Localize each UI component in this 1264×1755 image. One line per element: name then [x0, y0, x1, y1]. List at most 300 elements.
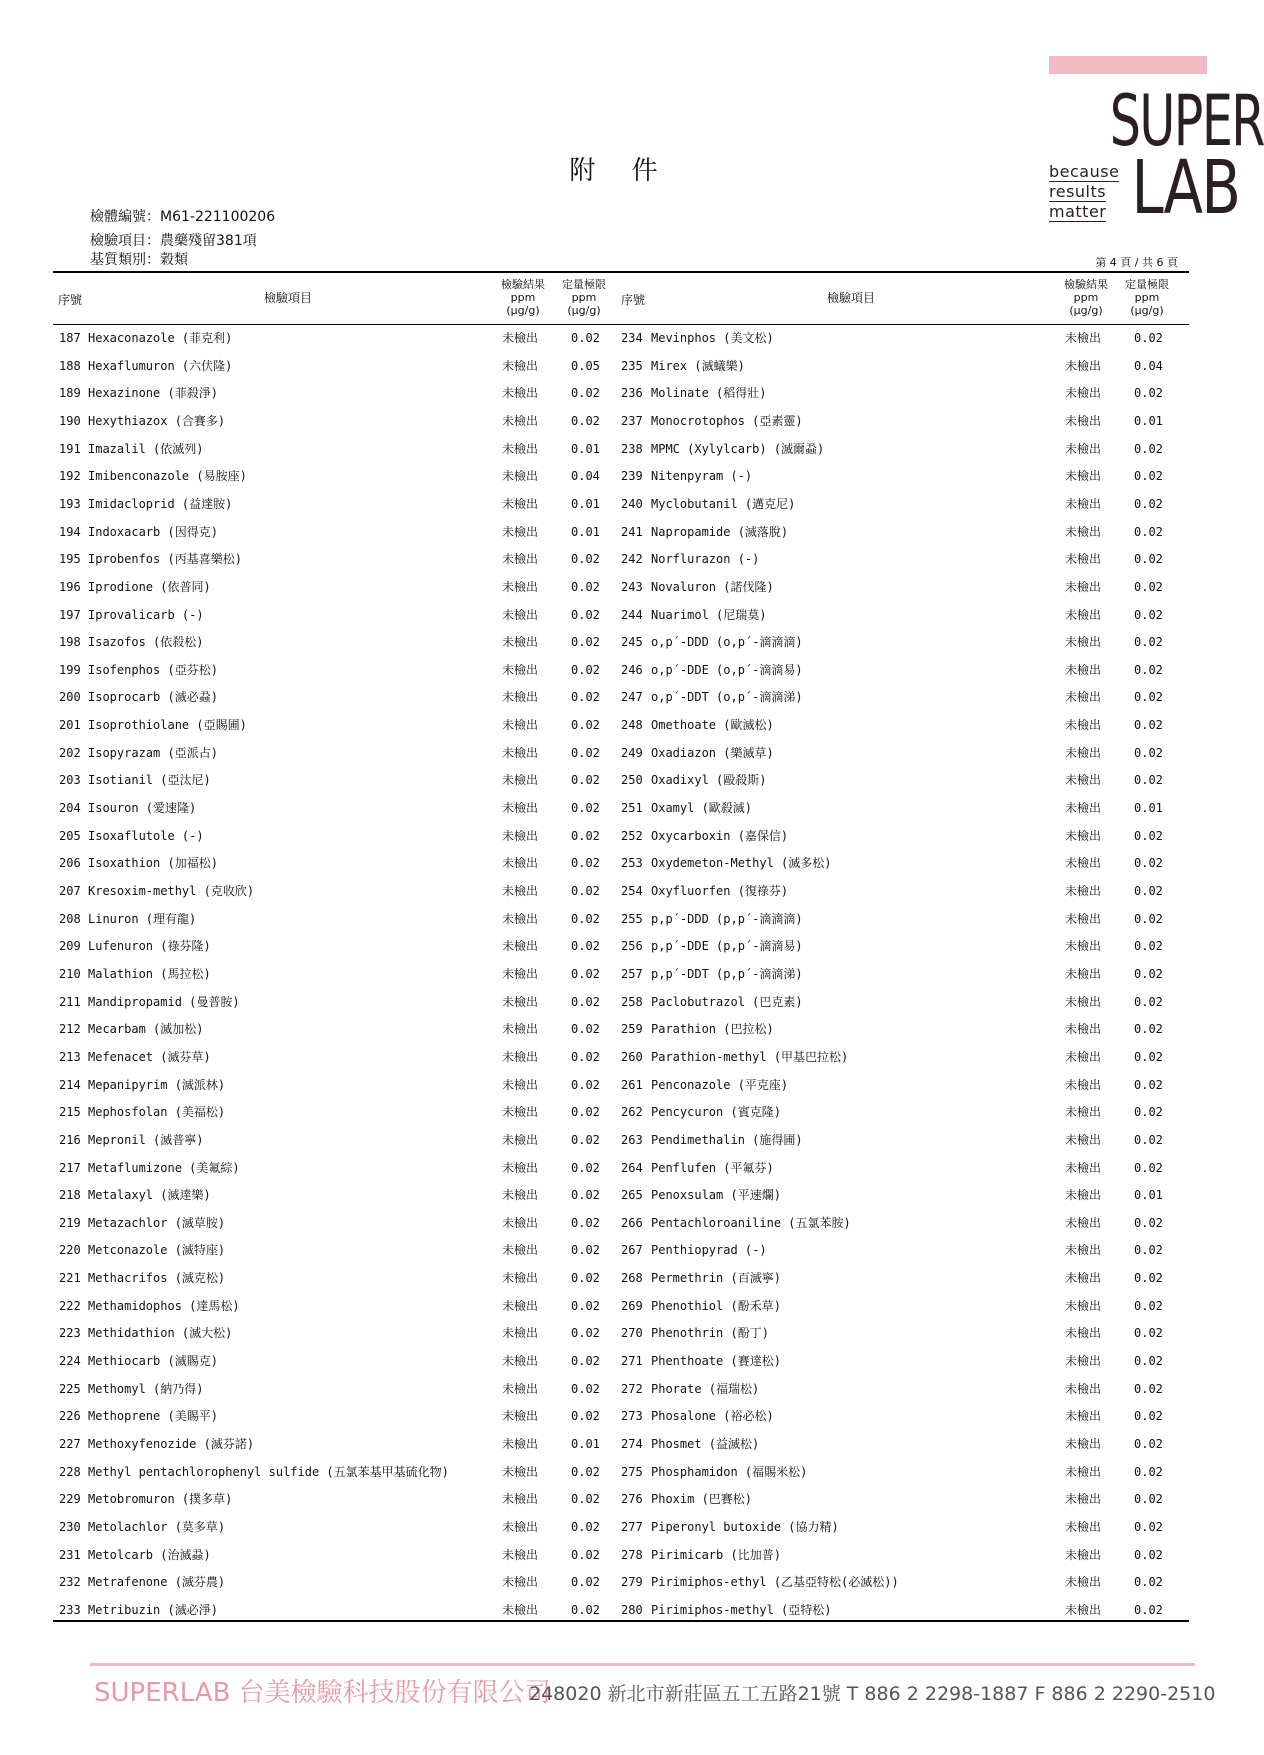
row-result: 未檢出 [502, 911, 539, 926]
row-result: 未檢出 [502, 884, 539, 898]
row-number: 263 [621, 1132, 643, 1147]
row-analyte: Isotianil (亞汰尼) [88, 773, 211, 788]
footer-company: SUPERLAB 台美檢驗科技股份有限公司 [94, 1678, 551, 1708]
row-loq: 0.02 [1134, 856, 1163, 871]
row-analyte: Methomyl (納乃得) [88, 1381, 204, 1396]
table-row [0, 1402, 1241, 1430]
row-analyte: Linuron (理有龍) [88, 911, 197, 926]
row-analyte: Imibenconazole (易胺座) [88, 469, 247, 484]
row-number: 188 [59, 358, 81, 373]
row-analyte: Pencycuron (賓克隆) [651, 1105, 781, 1120]
row-result: 未檢出 [502, 552, 539, 567]
row-loq: 0.02 [1134, 524, 1163, 539]
row-analyte: Mandipropamid (曼普胺) [88, 994, 240, 1009]
row-loq: 0.02 [1134, 745, 1163, 760]
row-loq: 0.02 [1134, 662, 1163, 677]
row-number: 266 [621, 1215, 643, 1230]
row-result: 未檢出 [502, 1049, 539, 1064]
row-analyte: Iprobenfos (丙基喜樂松) [88, 552, 242, 567]
row-number: 240 [621, 496, 643, 511]
row-loq: 0.02 [1134, 1464, 1163, 1479]
row-loq: 0.02 [1134, 635, 1163, 650]
row-analyte: Methidathion (滅大松) [88, 1326, 233, 1341]
row-number: 221 [59, 1271, 81, 1286]
row-loq: 0.02 [1134, 966, 1163, 981]
row-result: 未檢出 [1065, 496, 1102, 511]
row-analyte: Oxyfluorfen (復祿芬) [651, 884, 789, 898]
row-analyte: Pirimiphos-methyl (亞特松) [651, 1602, 832, 1617]
row-result: 未檢出 [1065, 1547, 1102, 1562]
row-result: 未檢出 [1065, 745, 1102, 760]
sample-number: 檢體編號：M61-221100206 [90, 209, 276, 225]
row-analyte: Metalaxyl (滅達樂) [88, 1188, 211, 1203]
row-loq: 0.02 [571, 939, 600, 954]
table-row [0, 1541, 1241, 1569]
row-analyte: Phenthoate (賽達松) [651, 1354, 781, 1369]
row-loq: 0.02 [1134, 1298, 1163, 1313]
row-loq: 0.02 [571, 718, 600, 733]
row-analyte: Napropamide (滅落脫) [651, 524, 789, 539]
row-number: 205 [59, 828, 81, 843]
row-analyte: Penconazole (平克座) [651, 1077, 789, 1092]
row-number: 214 [59, 1077, 81, 1092]
table-top-rule [53, 271, 1189, 273]
table-row [0, 766, 1241, 794]
row-result: 未檢出 [1065, 1243, 1102, 1258]
row-loq: 0.02 [571, 994, 600, 1009]
row-number: 233 [59, 1602, 81, 1617]
row-analyte: Imidacloprid (益達胺) [88, 496, 233, 511]
row-result: 未檢出 [502, 607, 539, 622]
row-loq: 0.02 [1134, 469, 1163, 484]
row-analyte: Kresoxim-methyl (克收欣) [88, 884, 255, 898]
row-result: 未檢出 [1065, 801, 1102, 816]
table-row [0, 407, 1241, 435]
row-loq: 0.02 [571, 1602, 600, 1617]
row-number: 250 [621, 773, 643, 788]
table-row [0, 1568, 1241, 1596]
row-loq: 0.02 [1134, 1022, 1163, 1037]
row-loq: 0.02 [571, 856, 600, 871]
row-number: 216 [59, 1132, 81, 1147]
row-result: 未檢出 [502, 966, 539, 981]
row-number: 219 [59, 1215, 81, 1230]
table-row [0, 683, 1241, 711]
row-analyte: Mepronil (滅普寧) [88, 1132, 204, 1147]
row-number: 278 [621, 1547, 643, 1562]
row-number: 275 [621, 1464, 643, 1479]
row-analyte: Metobromuron (撲多草) [88, 1492, 233, 1507]
row-analyte: Imazalil (依滅列) [88, 441, 204, 456]
row-number: 272 [621, 1381, 643, 1396]
row-analyte: Metaflumizone (美氟綜) [88, 1160, 240, 1175]
header-item-left: 檢驗項目 [264, 291, 313, 305]
row-loq: 0.02 [571, 1381, 600, 1396]
row-result: 未檢出 [1065, 884, 1102, 898]
row-analyte: Phorate (福瑞松) [651, 1381, 760, 1396]
row-result: 未檢出 [1065, 524, 1102, 539]
row-number: 255 [621, 911, 643, 926]
row-result: 未檢出 [502, 1492, 539, 1507]
row-number: 201 [59, 718, 81, 733]
row-loq: 0.02 [1134, 1519, 1163, 1534]
row-number: 228 [59, 1464, 81, 1479]
row-loq: 0.02 [571, 1575, 600, 1590]
table-row [0, 1347, 1241, 1375]
row-result: 未檢出 [1065, 1132, 1102, 1147]
row-result: 未檢出 [502, 1464, 539, 1479]
row-analyte: Mepanipyrim (滅派林) [88, 1077, 226, 1092]
row-number: 234 [621, 331, 643, 345]
row-result: 未檢出 [1065, 718, 1102, 733]
row-number: 193 [59, 496, 81, 511]
row-loq: 0.02 [571, 607, 600, 622]
table-row [0, 905, 1241, 933]
table-row [0, 1236, 1241, 1264]
row-number: 253 [621, 856, 643, 871]
row-result: 未檢出 [1065, 828, 1102, 843]
row-result: 未檢出 [502, 441, 539, 456]
row-result: 未檢出 [1065, 1381, 1102, 1396]
row-loq: 0.02 [1134, 911, 1163, 926]
row-analyte: Omethoate (歐滅松) [651, 718, 774, 733]
row-number: 191 [59, 441, 81, 456]
row-analyte: Metolcarb (治滅蝨) [88, 1547, 211, 1562]
row-loq: 0.02 [571, 1132, 600, 1147]
row-analyte: Iprovalicarb (-) [88, 607, 204, 622]
row-result: 未檢出 [1065, 331, 1102, 345]
row-analyte: Molinate (稻得壯) [651, 386, 767, 401]
page-number: 第 4 頁 / 共 6 頁 [1095, 256, 1178, 269]
row-analyte: Malathion (馬拉松) [88, 966, 211, 981]
row-result: 未檢出 [1065, 552, 1102, 567]
row-number: 202 [59, 745, 81, 760]
row-analyte: Phosmet (益滅松) [651, 1437, 760, 1451]
row-result: 未檢出 [502, 413, 539, 428]
row-loq: 0.02 [1134, 1132, 1163, 1147]
footer-rule [90, 1663, 1195, 1666]
row-result: 未檢出 [1065, 635, 1102, 650]
row-number: 232 [59, 1575, 81, 1590]
row-result: 未檢出 [502, 690, 539, 705]
row-result: 未檢出 [1065, 1160, 1102, 1175]
row-number: 242 [621, 552, 643, 567]
row-analyte: Methamidophos (達馬松) [88, 1298, 240, 1313]
table-row [0, 1015, 1241, 1043]
row-analyte: Methacrifos (滅克松) [88, 1271, 226, 1286]
row-result: 未檢出 [502, 496, 539, 511]
row-analyte: Isoxathion (加福松) [88, 856, 218, 871]
row-number: 241 [621, 524, 643, 539]
row-analyte: Paclobutrazol (巴克素) [651, 994, 803, 1009]
row-result: 未檢出 [502, 1575, 539, 1590]
row-loq: 0.02 [571, 911, 600, 926]
logo-tagline-2: results [1049, 182, 1107, 201]
row-loq: 0.02 [1134, 386, 1163, 401]
row-analyte: o,p´-DDD (o,p´-滴滴滴) [651, 635, 803, 650]
row-result: 未檢出 [502, 1022, 539, 1037]
table-row [0, 932, 1241, 960]
row-analyte: Metazachlor (滅草胺) [88, 1215, 226, 1230]
row-loq: 0.02 [571, 1243, 600, 1258]
header-loq-left: 定量極限 ppm (μg/g) [562, 278, 606, 317]
row-result: 未檢出 [502, 524, 539, 539]
row-number: 252 [621, 828, 643, 843]
row-loq: 0.02 [1134, 718, 1163, 733]
row-analyte: Phoxim (巴賽松) [651, 1492, 753, 1507]
row-number: 213 [59, 1049, 81, 1064]
table-row [0, 1154, 1241, 1182]
row-analyte: Phosphamidon (福賜米松) [651, 1464, 808, 1479]
row-loq: 0.02 [571, 1188, 600, 1203]
row-number: 195 [59, 552, 81, 567]
row-result: 未檢出 [502, 1602, 539, 1617]
row-analyte: Methyl pentachlorophenyl sulfide (五氯苯基甲基硫化物) [88, 1464, 449, 1479]
row-number: 256 [621, 939, 643, 954]
row-number: 209 [59, 939, 81, 954]
row-analyte: Mecarbam (滅加松) [88, 1022, 204, 1037]
row-loq: 0.02 [571, 1049, 600, 1064]
row-result: 未檢出 [1065, 1188, 1102, 1203]
row-number: 211 [59, 994, 81, 1009]
row-analyte: Metrafenone (滅芬農) [88, 1575, 226, 1590]
row-result: 未檢出 [1065, 1077, 1102, 1092]
row-number: 226 [59, 1409, 81, 1424]
table-row [0, 711, 1241, 739]
row-result: 未檢出 [1065, 358, 1102, 373]
row-number: 190 [59, 413, 81, 428]
row-result: 未檢出 [502, 745, 539, 760]
row-loq: 0.02 [571, 1492, 600, 1507]
row-analyte: Hexythiazox (合賽多) [88, 413, 226, 428]
row-number: 264 [621, 1160, 643, 1175]
row-loq: 0.02 [1134, 1381, 1163, 1396]
row-loq: 0.02 [571, 413, 600, 428]
row-loq: 0.02 [1134, 690, 1163, 705]
table-row [0, 435, 1241, 463]
row-result: 未檢出 [502, 1326, 539, 1341]
row-number: 254 [621, 884, 643, 898]
row-result: 未檢出 [502, 1160, 539, 1175]
row-loq: 0.02 [1134, 994, 1163, 1009]
row-result: 未檢出 [1065, 966, 1102, 981]
row-result: 未檢出 [1065, 1271, 1102, 1286]
row-result: 未檢出 [1065, 1519, 1102, 1534]
row-number: 269 [621, 1298, 643, 1313]
row-analyte: Pentachloroaniline (五氯苯胺) [651, 1215, 851, 1230]
row-result: 未檢出 [1065, 1326, 1102, 1341]
row-analyte: Penflufen (平氟芬) [651, 1160, 774, 1175]
row-result: 未檢出 [1065, 994, 1102, 1009]
row-result: 未檢出 [1065, 386, 1102, 401]
row-loq: 0.02 [1134, 496, 1163, 511]
matrix-category: 基質類別：穀類 [90, 252, 188, 268]
row-loq: 0.02 [1134, 773, 1163, 788]
row-loq: 0.02 [1134, 331, 1163, 345]
row-result: 未檢出 [502, 1437, 539, 1451]
row-loq: 0.02 [1134, 1492, 1163, 1507]
row-loq: 0.02 [571, 1298, 600, 1313]
document-title: 附 件 [569, 156, 672, 186]
row-analyte: Phosalone (裕必松) [651, 1409, 774, 1424]
row-loq: 0.02 [1134, 884, 1163, 898]
row-number: 236 [621, 386, 643, 401]
row-loq: 0.02 [1134, 552, 1163, 567]
row-analyte: Phenothiol (酚禾草) [651, 1298, 781, 1313]
row-analyte: o,p´-DDE (o,p´-滴滴易) [651, 662, 803, 677]
row-analyte: Penoxsulam (平速爛) [651, 1188, 781, 1203]
row-number: 246 [621, 662, 643, 677]
row-result: 未檢出 [1065, 1298, 1102, 1313]
row-analyte: Nitenpyram (-) [651, 469, 753, 484]
table-row [0, 960, 1241, 988]
row-loq: 0.02 [1134, 607, 1163, 622]
row-result: 未檢出 [502, 1105, 539, 1120]
row-result: 未檢出 [502, 1381, 539, 1396]
table-row [0, 1264, 1241, 1292]
row-number: 268 [621, 1271, 643, 1286]
row-number: 206 [59, 856, 81, 871]
row-loq: 0.02 [571, 331, 600, 345]
row-analyte: Monocrotophos (亞素靈) [651, 413, 803, 428]
row-loq: 0.01 [1134, 801, 1163, 816]
table-row [0, 1430, 1241, 1458]
table-row [0, 601, 1241, 629]
header-result-left: 檢驗結果 ppm (μg/g) [501, 278, 545, 317]
row-loq: 0.02 [571, 1547, 600, 1562]
row-result: 未檢出 [1065, 939, 1102, 954]
header-seq-left: 序號 [58, 293, 83, 307]
row-result: 未檢出 [502, 469, 539, 484]
row-analyte: Metribuzin (滅必淨) [88, 1602, 218, 1617]
row-number: 204 [59, 801, 81, 816]
row-result: 未檢出 [502, 1271, 539, 1286]
row-loq: 0.02 [1134, 441, 1163, 456]
row-result: 未檢出 [502, 828, 539, 843]
row-analyte: Permethrin (百滅寧) [651, 1271, 781, 1286]
row-number: 238 [621, 441, 643, 456]
row-result: 未檢出 [1065, 607, 1102, 622]
row-loq: 0.02 [1134, 1049, 1163, 1064]
row-analyte: Parathion (巴拉松) [651, 1022, 774, 1037]
table-row [0, 1126, 1241, 1154]
row-result: 未檢出 [502, 1132, 539, 1147]
row-result: 未檢出 [1065, 1049, 1102, 1064]
table-row [0, 1071, 1241, 1099]
row-loq: 0.01 [571, 441, 600, 456]
row-loq: 0.02 [1134, 1602, 1163, 1617]
row-loq: 0.02 [571, 1271, 600, 1286]
row-loq: 0.02 [1134, 1105, 1163, 1120]
row-loq: 0.02 [571, 1464, 600, 1479]
table-row [0, 1181, 1241, 1209]
row-analyte: Lufenuron (祿芬隆) [88, 939, 211, 954]
row-analyte: Mephosfolan (美福松) [88, 1105, 226, 1120]
row-loq: 0.05 [571, 358, 600, 373]
row-analyte: Parathion-methyl (甲基巴拉松) [651, 1049, 849, 1064]
row-number: 244 [621, 607, 643, 622]
row-number: 218 [59, 1188, 81, 1203]
table-row [0, 739, 1241, 767]
row-number: 196 [59, 579, 81, 594]
table-row [0, 518, 1241, 546]
row-number: 270 [621, 1326, 643, 1341]
row-result: 未檢出 [502, 856, 539, 871]
row-result: 未檢出 [1065, 413, 1102, 428]
row-result: 未檢出 [1065, 1602, 1102, 1617]
row-analyte: Oxydemeton-Methyl (滅多松) [651, 856, 832, 871]
row-result: 未檢出 [1065, 579, 1102, 594]
table-row [0, 656, 1241, 684]
row-loq: 0.02 [571, 1105, 600, 1120]
row-result: 未檢出 [1065, 1022, 1102, 1037]
row-loq: 0.02 [571, 552, 600, 567]
header-loq-right: 定量極限 ppm (μg/g) [1125, 278, 1169, 317]
row-number: 198 [59, 635, 81, 650]
row-result: 未檢出 [1065, 1354, 1102, 1369]
row-number: 249 [621, 745, 643, 760]
row-analyte: p,p´-DDD (p,p´-滴滴滴) [651, 911, 803, 926]
test-item: 檢驗項目：農藥殘留381項 [90, 233, 257, 249]
row-result: 未檢出 [502, 1354, 539, 1369]
row-number: 212 [59, 1022, 81, 1037]
row-number: 225 [59, 1381, 81, 1396]
row-result: 未檢出 [502, 939, 539, 954]
row-number: 194 [59, 524, 81, 539]
row-number: 258 [621, 994, 643, 1009]
row-analyte: Methoprene (美賜平) [88, 1409, 218, 1424]
row-result: 未檢出 [502, 331, 539, 345]
row-result: 未檢出 [1065, 690, 1102, 705]
row-result: 未檢出 [502, 1519, 539, 1534]
row-result: 未檢出 [1065, 856, 1102, 871]
row-analyte: Methoxyfenozide (滅芬諾) [88, 1437, 255, 1451]
row-analyte: Mevinphos (美文松) [651, 331, 774, 345]
row-number: 192 [59, 469, 81, 484]
row-number: 276 [621, 1492, 643, 1507]
row-loq: 0.02 [571, 690, 600, 705]
table-row [0, 822, 1241, 850]
row-analyte: Metconazole (滅特座) [88, 1243, 226, 1258]
row-loq: 0.02 [1134, 1575, 1163, 1590]
row-result: 未檢出 [502, 994, 539, 1009]
row-result: 未檢出 [1065, 1575, 1102, 1590]
table-row [0, 988, 1241, 1016]
header-item-right: 檢驗項目 [827, 291, 876, 305]
table-row [0, 490, 1241, 518]
table-row [0, 352, 1241, 380]
row-result: 未檢出 [1065, 1464, 1102, 1479]
row-loq: 0.02 [571, 579, 600, 594]
row-loq: 0.02 [1134, 1271, 1163, 1286]
table-row [0, 1458, 1241, 1486]
row-result: 未檢出 [502, 773, 539, 788]
row-number: 259 [621, 1022, 643, 1037]
table-row [0, 1043, 1241, 1071]
row-analyte: Hexazinone (菲殺淨) [88, 386, 218, 401]
row-number: 207 [59, 884, 81, 898]
row-number: 243 [621, 579, 643, 594]
row-loq: 0.02 [1134, 939, 1163, 954]
row-loq: 0.01 [571, 1437, 600, 1451]
row-loq: 0.02 [1134, 1437, 1163, 1451]
row-analyte: Metolachlor (莫多草) [88, 1519, 226, 1534]
row-analyte: Phenothrin (酚丁) [651, 1326, 769, 1341]
header-result-right: 檢驗結果 ppm (μg/g) [1064, 278, 1108, 317]
row-number: 280 [621, 1602, 643, 1617]
row-result: 未檢出 [502, 801, 539, 816]
row-number: 203 [59, 773, 81, 788]
